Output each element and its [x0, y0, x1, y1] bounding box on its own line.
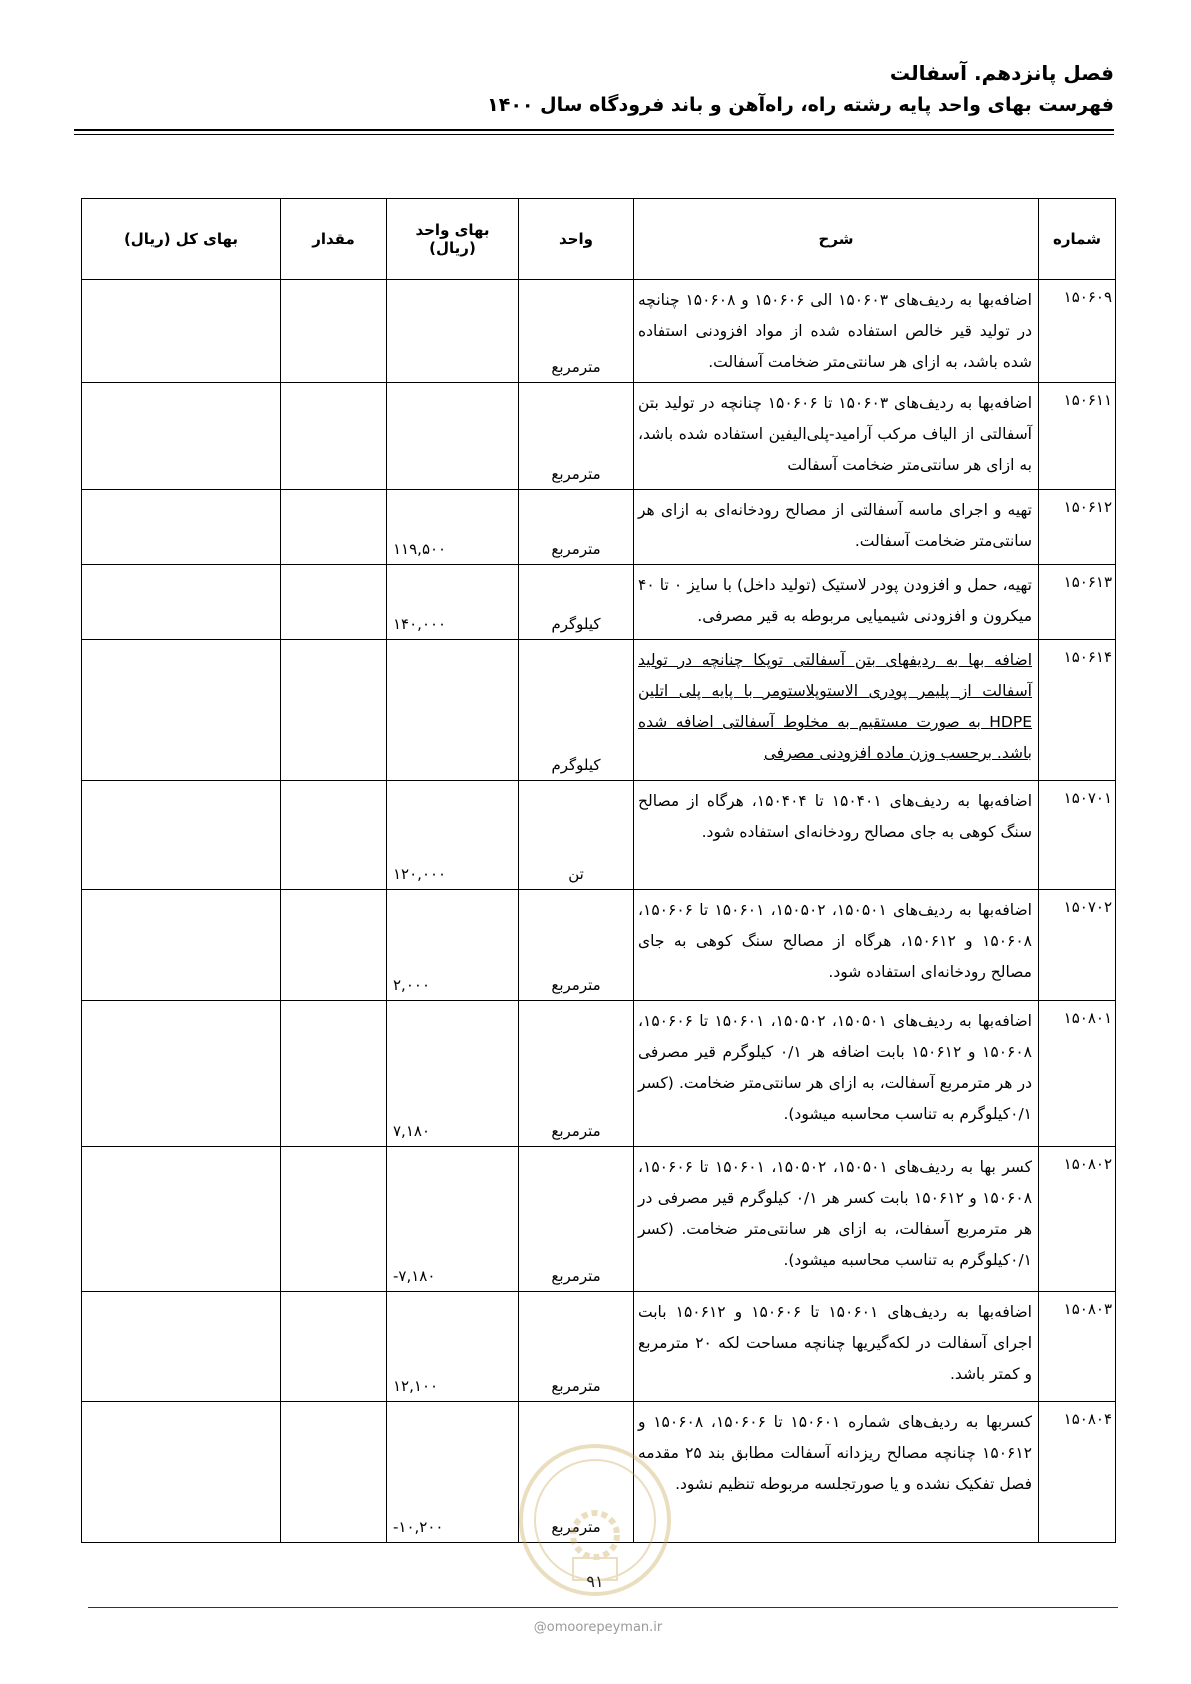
row-description: اضافه‌بها به ردیف‌های ۱۵۰۶۰۱ تا ۱۵۰۶۰۶ و ۱۵۰۶۱۲ بابت اجرای آسفالت در لکه‌گیریها چنانچه مساحت لکه ۲۰ مترمربع و کمتر باشد.	[634, 1292, 1039, 1402]
col-unit-header: واحد	[519, 199, 634, 280]
row-number: ۱۵۰۶۱۲	[1039, 490, 1116, 565]
website-label: @omoorepeyman.ir	[533, 1620, 663, 1635]
row-number: ۱۵۰۷۰۲	[1039, 890, 1116, 1001]
row-unit-price: -۷,۱۸۰	[387, 1147, 519, 1292]
row-unit: مترمربع	[519, 1292, 634, 1402]
row-number: ۱۵۰۶۱۳	[1039, 565, 1116, 640]
row-quantity	[281, 1402, 387, 1543]
page-header	[77, 58, 1114, 120]
row-unit: تن	[519, 781, 634, 890]
price-list-table	[81, 198, 1116, 1543]
row-number: ۱۵۰۶۰۹	[1039, 280, 1116, 383]
row-description: کسربها به ردیف‌های شماره ۱۵۰۶۰۱ تا ۱۵۰۶۰۶، ۱۵۰۶۰۸ و ۱۵۰۶۱۲ چنانچه مصالح ریزدانه آسفالت مطابق بند ۲۵ مقدمه فصل تفکیک نشده و یا صورتجلسه مربوطه تنظیم نشود.	[634, 1402, 1039, 1543]
table-row	[82, 640, 1116, 781]
col-unit-price-header	[387, 199, 519, 280]
row-total	[82, 280, 281, 383]
row-unit: کیلوگرم	[519, 565, 634, 640]
footer-rule	[88, 1607, 1118, 1608]
row-quantity	[281, 890, 387, 1001]
row-unit: مترمربع	[519, 1402, 634, 1543]
table-row	[82, 280, 1116, 383]
row-quantity	[281, 1292, 387, 1402]
row-unit-price: ۱۴۰,۰۰۰	[387, 565, 519, 640]
row-unit-price: ۲,۰۰۰	[387, 890, 519, 1001]
row-unit-price	[387, 383, 519, 490]
table-row	[82, 1001, 1116, 1147]
table-row	[82, 1292, 1116, 1402]
row-unit: مترمربع	[519, 1147, 634, 1292]
row-number: ۱۵۰۷۰۱	[1039, 781, 1116, 890]
row-quantity	[281, 640, 387, 781]
col-quantity-header: مقدار	[281, 199, 387, 280]
col-total-header: بهای کل (ریال)	[82, 199, 281, 280]
row-unit: مترمربع	[519, 490, 634, 565]
table-row	[82, 890, 1116, 1001]
row-unit-price: ۱۲,۱۰۰	[387, 1292, 519, 1402]
table-row	[82, 565, 1116, 640]
row-unit: مترمربع	[519, 383, 634, 490]
row-quantity	[281, 1147, 387, 1292]
row-total	[82, 565, 281, 640]
table-row	[82, 383, 1116, 490]
row-unit-price	[387, 280, 519, 383]
row-description: تهیه و اجرای ماسه آسفالتی از مصالح رودخانه‌ای به ازای هر سانتی‌متر ضخامت آسفالت.	[634, 490, 1039, 565]
row-number: ۱۵۰۸۰۲	[1039, 1147, 1116, 1292]
row-total	[82, 1001, 281, 1147]
row-total	[82, 490, 281, 565]
row-unit-price: ۷,۱۸۰	[387, 1001, 519, 1147]
row-quantity	[281, 490, 387, 565]
row-description	[634, 640, 1039, 781]
row-description: اضافه‌بها به ردیف‌های ۱۵۰۶۰۳ تا ۱۵۰۶۰۶ چنانچه در تولید بتن آسفالتی از الیاف مرکب آرامید-پلی‌الیفین استفاده شده باشد، به ازای هر سانتی‌متر ضخامت آسفالت	[634, 383, 1039, 490]
row-number: ۱۵۰۶۱۴	[1039, 640, 1116, 781]
row-unit: مترمربع	[519, 1001, 634, 1147]
row-number: ۱۵۰۶۱۱	[1039, 383, 1116, 490]
row-total	[82, 890, 281, 1001]
row-total	[82, 1292, 281, 1402]
header-rule-thin	[74, 134, 1114, 135]
row-description: اضافه‌بها به ردیف‌های ۱۵۰۴۰۱ تا ۱۵۰۴۰۴، هرگاه از مصالح سنگ کوهی به جای مصالح رودخانه‌ای استفاده شود.	[634, 781, 1039, 890]
table-row	[82, 1147, 1116, 1292]
row-description: اضافه‌بها به ردیف‌های ۱۵۰۶۰۳ الی ۱۵۰۶۰۶ و ۱۵۰۶۰۸ چنانچه در تولید قیر خالص استفاده شده از مواد افزودنی استفاده شده باشد، به ازای هر سانتی‌متر ضخامت آسفالت.	[634, 280, 1039, 383]
unit-price-header-line1: بهای واحد	[415, 221, 490, 239]
row-description: تهیه، حمل و افزودن پودر لاستیک (تولید داخل) با سایز ۰ تا ۴۰ میکرون و افزودنی شیمیایی مربوطه به قیر مصرفی.	[634, 565, 1039, 640]
row-number: ۱۵۰۸۰۴	[1039, 1402, 1116, 1543]
col-description-header: شرح	[634, 199, 1039, 280]
row-total	[82, 1147, 281, 1292]
row-quantity	[281, 1001, 387, 1147]
row-unit-price: ۱۱۹,۵۰۰	[387, 490, 519, 565]
table-row	[82, 781, 1116, 890]
unit-price-header-line2: (ریال)	[429, 239, 476, 257]
row-unit: مترمربع	[519, 890, 634, 1001]
row-description: اضافه‌بها به ردیف‌های ۱۵۰۵۰۱، ۱۵۰۵۰۲، ۱۵۰۶۰۱ تا ۱۵۰۶۰۶، ۱۵۰۶۰۸ و ۱۵۰۶۱۲، هرگاه از مصالح سنگ کوهی به جای مصالح رودخانه‌ای استفاده شود.	[634, 890, 1039, 1001]
row-total	[82, 781, 281, 890]
row-unit: مترمربع	[519, 280, 634, 383]
page-number: ۹۱	[586, 1572, 604, 1591]
row-unit-price	[387, 640, 519, 781]
table-row	[82, 490, 1116, 565]
chapter-title: فصل پانزدهم. آسفالت	[889, 61, 1114, 85]
row-description: کسر بها به ردیف‌های ۱۵۰۵۰۱، ۱۵۰۵۰۲، ۱۵۰۶۰۱ تا ۱۵۰۶۰۶، ۱۵۰۶۰۸ و ۱۵۰۶۱۲ بابت کسر هر ۰/۱ کیلوگرم قیر مصرفی در هر مترمربع آسفالت، به ازای هر سانتی‌متر ضخامت. (کسر ۰/۱کیلوگرم به تناسب محاسبه میشود).	[634, 1147, 1039, 1292]
row-unit-price: -۱۰,۲۰۰	[387, 1402, 519, 1543]
row-quantity	[281, 781, 387, 890]
row-quantity	[281, 280, 387, 383]
table-header-row	[82, 199, 1116, 280]
header-rule-thick	[74, 129, 1114, 131]
row-description-text: اضافه بها به ردیفهای بتن آسفالتی توپکا چنانچه در تولید آسفالت از پلیمر پودری الاستوپلاستومر با پایه پلی اتلین HDPE به صورت مستقیم به مخلوط آسفالتی اضافه شده باشد. برحسب وزن ماده افزودنی مصرفی	[638, 651, 1032, 762]
col-number-header: شماره	[1039, 199, 1116, 280]
row-unit-price: ۱۲۰,۰۰۰	[387, 781, 519, 890]
row-number: ۱۵۰۸۰۱	[1039, 1001, 1116, 1147]
row-quantity	[281, 383, 387, 490]
row-description: اضافه‌بها به ردیف‌های ۱۵۰۵۰۱، ۱۵۰۵۰۲، ۱۵۰۶۰۱ تا ۱۵۰۶۰۶، ۱۵۰۶۰۸ و ۱۵۰۶۱۲ بابت اضافه هر ۰/۱ کیلوگرم قیر مصرفی در هر مترمربع آسفالت، به ازای هر سانتی‌متر ضخامت. (کسر ۰/۱کیلوگرم به تناسب محاسبه میشود).	[634, 1001, 1039, 1147]
row-unit: کیلوگرم	[519, 640, 634, 781]
row-total	[82, 383, 281, 490]
document-subtitle: فهرست بهای واحد پایه رشته راه، راه‌آهن و باند فرودگاه سال ۱۴۰۰	[487, 94, 1114, 116]
row-number: ۱۵۰۸۰۳	[1039, 1292, 1116, 1402]
row-total	[82, 1402, 281, 1543]
row-quantity	[281, 565, 387, 640]
row-total	[82, 640, 281, 781]
